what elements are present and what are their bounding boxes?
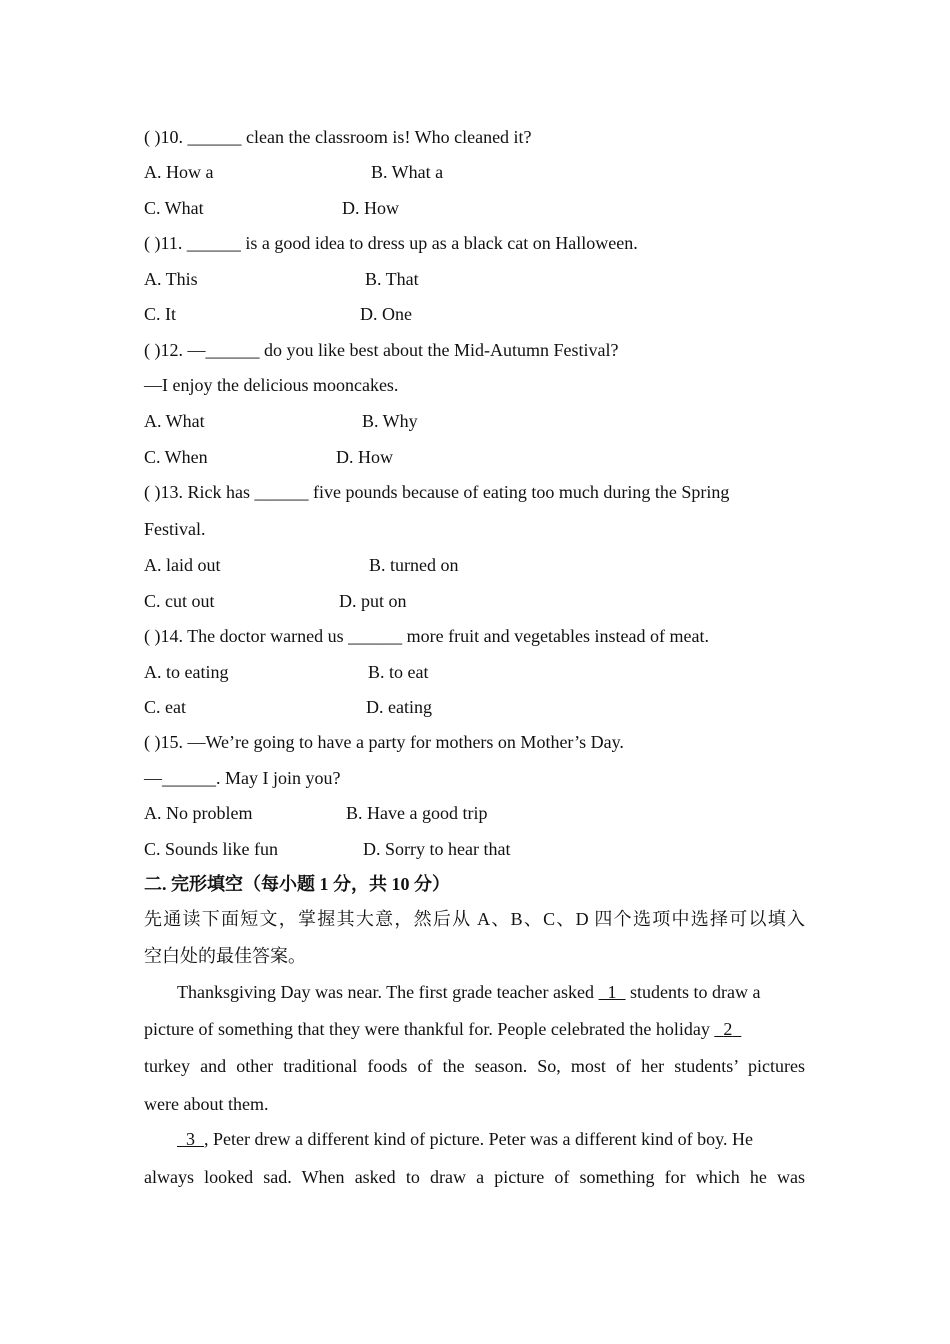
blank-3 — [177, 1129, 204, 1149]
question-13-stem: ( )13. Rick has ______ five pounds because of eating too much during the Spring — [144, 482, 730, 502]
passage-text: students to draw a — [630, 982, 761, 1002]
passage-line-2 — [144, 1018, 741, 1040]
question-10-options-cd — [144, 197, 399, 219]
section-instruction-line-2: 空白处的最佳答案。 — [144, 946, 306, 966]
question-11-stem: ( )11. ______ is a good idea to dress up as a black cat on Halloween. — [144, 233, 638, 253]
question-12-reply: —I enjoy the delicious mooncakes. — [144, 375, 399, 395]
option-a: A. How a — [144, 162, 214, 182]
option-d: D. Sorry to hear that — [363, 839, 511, 859]
option-d: D. How — [336, 447, 393, 467]
question-15-options-cd — [144, 838, 511, 860]
blank-3-number: 3 — [186, 1129, 195, 1149]
option-b: B. That — [365, 269, 419, 289]
option-b: B. Have a good trip — [346, 803, 488, 823]
question-14-stem: ( )14. The doctor warned us ______ more fruit and vegetables instead of meat. — [144, 626, 709, 646]
option-d: D. put on — [339, 591, 407, 611]
question-11-options-ab — [144, 268, 419, 290]
question-13-options-ab — [144, 554, 459, 576]
passage-line-1 — [177, 981, 761, 1003]
option-a: A. What — [144, 411, 205, 431]
option-c: C. When — [144, 447, 208, 467]
option-a: A. No problem — [144, 803, 253, 823]
blank-1-number: 1 — [607, 982, 617, 1002]
option-c: C. Sounds like fun — [144, 839, 279, 859]
option-c: C. eat — [144, 697, 186, 717]
question-12-stem: ( )12. —______ do you like best about the Mid-Autumn Festival? — [144, 340, 619, 360]
question-15-stem: ( )15. —We’re going to have a party for mothers on Mother’s Day. — [144, 732, 624, 752]
passage-text: , Peter drew a different kind of picture. Peter was a different kind of boy. He — [204, 1129, 753, 1149]
passage-text: picture of something that they were thankful for. People celebrated the holiday — [144, 1019, 710, 1039]
blank-2 — [714, 1019, 741, 1039]
option-d: D. How — [342, 198, 399, 218]
question-13-options-cd — [144, 590, 407, 612]
question-14-options-ab — [144, 661, 429, 683]
question-12-options-cd — [144, 446, 393, 468]
option-c: C. It — [144, 304, 177, 324]
question-11-options-cd — [144, 303, 412, 325]
section-instruction-line-1: 先通读下面短文，掌握其大意，然后从 A、B、C、D 四个选项中选择可以填入 — [144, 909, 805, 929]
question-15-options-ab — [144, 802, 488, 824]
question-10-options-ab — [144, 161, 444, 183]
passage-line-3: turkey and other traditional foods of the season. So, most of her students’ pictures — [144, 1056, 805, 1076]
option-d: D. eating — [366, 697, 432, 717]
passage-text: Thanksgiving Day was near. The first grade teacher asked — [177, 982, 595, 1002]
passage-line-5 — [177, 1128, 753, 1150]
blank-2-number: 2 — [723, 1019, 733, 1039]
section-heading: 二. 完形填空（每小题 1 分，共 10 分） — [144, 874, 450, 894]
option-b: B. turned on — [369, 555, 459, 575]
blank-1 — [599, 982, 626, 1002]
option-a: A. laid out — [144, 555, 221, 575]
option-c: C. What — [144, 198, 204, 218]
option-b: B. to eat — [368, 662, 429, 682]
option-a: A. This — [144, 269, 198, 289]
option-a: A. to eating — [144, 662, 229, 682]
passage-line-4: were about them. — [144, 1094, 269, 1114]
question-12-options-ab — [144, 410, 418, 432]
option-c: C. cut out — [144, 591, 215, 611]
option-b: B. Why — [362, 411, 418, 431]
passage-line-6: always looked sad. When asked to draw a picture of something for which he was — [144, 1167, 805, 1187]
option-d: D. One — [360, 304, 412, 324]
question-13-stem-continued: Festival. — [144, 519, 206, 539]
question-10-stem: ( )10. ______ clean the classroom is! Who cleaned it? — [144, 127, 532, 147]
question-15-reply: —______. May I join you? — [144, 768, 341, 788]
option-b: B. What a — [371, 162, 444, 182]
question-14-options-cd — [144, 696, 432, 718]
